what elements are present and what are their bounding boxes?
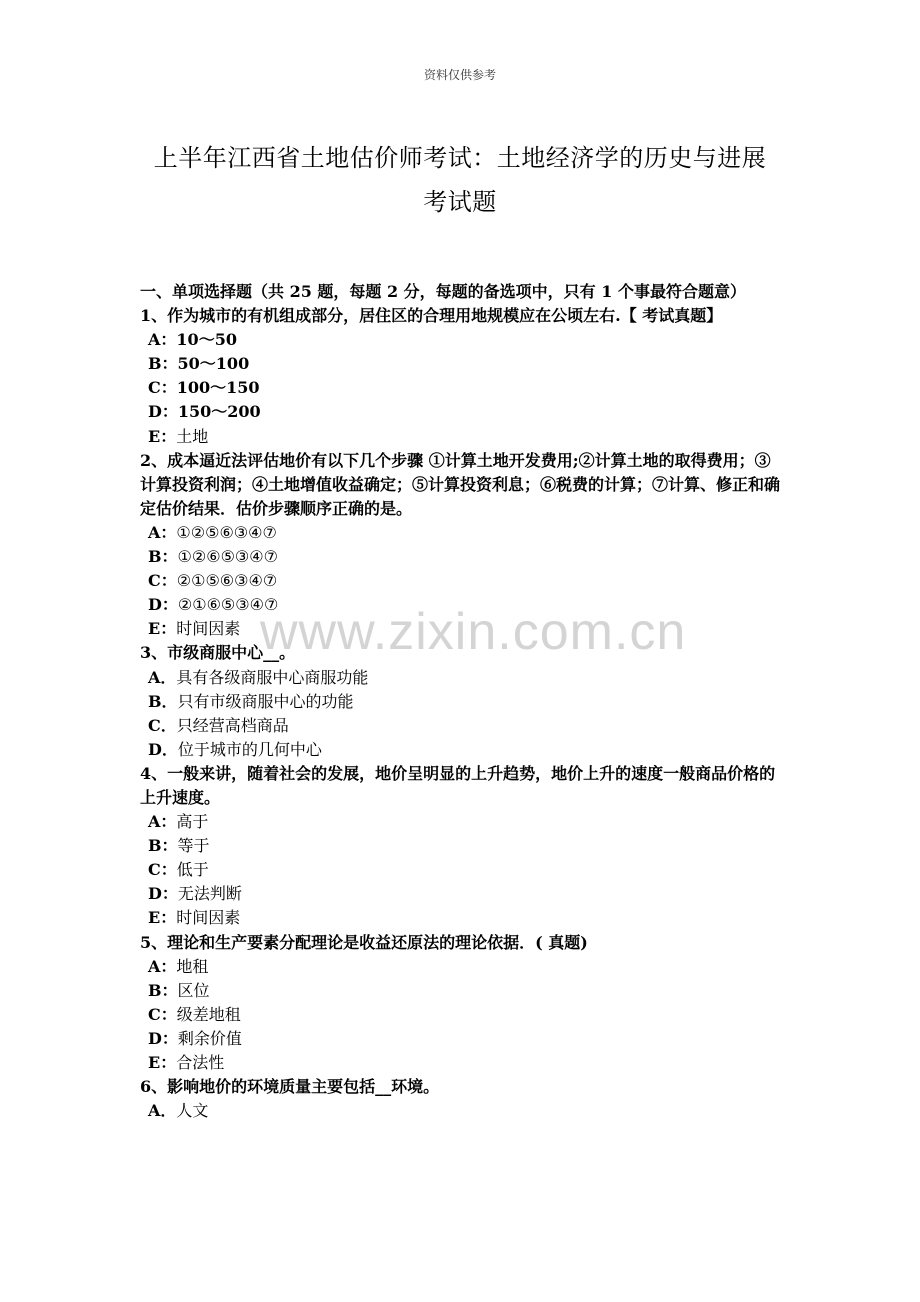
option-text: 具有各级商服中心商服功能 (176, 667, 369, 687)
option-letter: D： (148, 595, 178, 615)
option-letter: C： (148, 571, 177, 591)
option-letter: B： (148, 836, 178, 856)
option-text: 土地 (176, 426, 209, 446)
option-letter: A． (148, 1101, 177, 1121)
option-item (140, 328, 785, 352)
option-letter: C： (148, 1004, 177, 1024)
option-letter: A． (148, 667, 177, 687)
option-item (140, 400, 785, 424)
option-letter: B： (148, 354, 178, 374)
option-text: ①②⑤⑥③④⑦ (176, 522, 277, 542)
option-item (140, 593, 785, 617)
option-letter: D： (148, 884, 178, 904)
question-text: 3、市级商服中心__。 (140, 643, 296, 663)
watermark-text: www.zixin.com.cn (260, 603, 687, 661)
option-text: 等于 (177, 836, 210, 856)
option-letter: C： (148, 378, 177, 398)
option-item (140, 858, 785, 882)
option-letter: A： (148, 522, 177, 542)
question-list (140, 280, 785, 1123)
option-item (140, 690, 785, 714)
option-text: ①②⑥⑤③④⑦ (177, 547, 278, 567)
question-text: 1、作为城市的有机组成部分，居住区的合理用地规模应在公顷左右.【 考试真题】 (140, 306, 723, 326)
option-text: 区位 (177, 980, 210, 1000)
option-text: 100～150 (176, 378, 260, 398)
document-title (140, 136, 780, 224)
option-text: 人文 (176, 1101, 209, 1121)
option-letter: B： (148, 547, 178, 567)
option-item (140, 666, 785, 690)
question-text: 4、一般来讲，随着社会的发展，地价呈明显的上升趋势，地价上升的速度一般商品价格的上升速度。 (140, 763, 776, 807)
option-letter: E： (148, 1053, 177, 1072)
option-item (140, 569, 785, 593)
question-text: 5、理论和生产要素分配理论是收益还原法的理论依据．( 真题) (140, 932, 588, 952)
option-letter: E： (148, 426, 177, 446)
option-letter: A： (148, 330, 177, 350)
option-item (140, 979, 785, 1003)
option-item (140, 376, 785, 400)
title-line-1: 上半年江西省土地估价师考试：土地经济学的历史与进展 (153, 144, 767, 172)
option-letter: A： (148, 812, 177, 832)
option-text: 位于城市的几何中心 (177, 739, 322, 759)
question-text-content: 2、成本逼近法评估地价有以下几个步骤 ①计算土地开发费用;②计算土地的取得费用；③计算投资利润；④土地增值收益确定；⑤计算投资利息；⑥税费的计算；⑦计算、修正和确定估价结果．估价步骤顺序正确的是。 (140, 450, 781, 518)
header-note: 资料仅供参考 (423, 68, 496, 82)
option-text: 时间因素 (176, 908, 241, 928)
option-item (140, 425, 785, 449)
option-letter: C． (148, 715, 177, 735)
option-item (140, 1027, 785, 1051)
option-text: 只经营高档商品 (176, 715, 289, 735)
option-item (140, 738, 785, 762)
title-line-2: 考试题 (423, 188, 497, 216)
option-text: 高于 (176, 812, 209, 832)
option-text: 10～50 (176, 330, 237, 350)
option-text: ②①⑥⑤③④⑦ (177, 595, 279, 615)
option-letter: D： (148, 402, 178, 422)
option-text: 合法性 (176, 1053, 225, 1072)
option-text: 级差地租 (176, 1004, 241, 1024)
section-intro: 一、单项选择题（共 25 题，每题 2 分，每题的备选项中，只有 1 个事最符合题意） (140, 282, 746, 301)
option-text: ②①⑤⑥③④⑦ (176, 571, 278, 591)
option-text: 剩余价值 (177, 1028, 242, 1048)
option-text: 时间因素 (176, 619, 241, 639)
option-letter: E： (148, 619, 177, 639)
option-letter: D． (148, 739, 178, 759)
option-letter: B． (148, 691, 178, 711)
option-item (140, 714, 785, 738)
option-item (140, 955, 785, 979)
option-item (140, 906, 785, 930)
option-item (140, 352, 785, 376)
option-letter: A： (148, 956, 177, 976)
option-text: 只有市级商服中心的功能 (177, 691, 354, 711)
option-item (140, 617, 785, 641)
option-letter: B： (148, 980, 178, 1000)
question-text (140, 449, 785, 521)
question-text: 6、影响地价的环境质量主要包括__环境。 (140, 1077, 440, 1097)
option-text: 低于 (176, 860, 209, 880)
option-item (140, 1051, 785, 1075)
option-item (140, 1003, 785, 1027)
option-text: 50～100 (177, 354, 250, 374)
option-item (140, 1099, 785, 1123)
option-item (140, 521, 785, 545)
option-text: 150～200 (177, 402, 261, 422)
option-letter: D： (148, 1028, 178, 1048)
option-item (140, 545, 785, 569)
option-text: 地租 (176, 956, 209, 976)
option-letter: C： (148, 860, 177, 880)
option-letter: E： (148, 908, 177, 928)
option-item (140, 810, 785, 834)
option-item (140, 834, 785, 858)
option-item (140, 882, 785, 906)
option-text: 无法判断 (177, 884, 242, 904)
